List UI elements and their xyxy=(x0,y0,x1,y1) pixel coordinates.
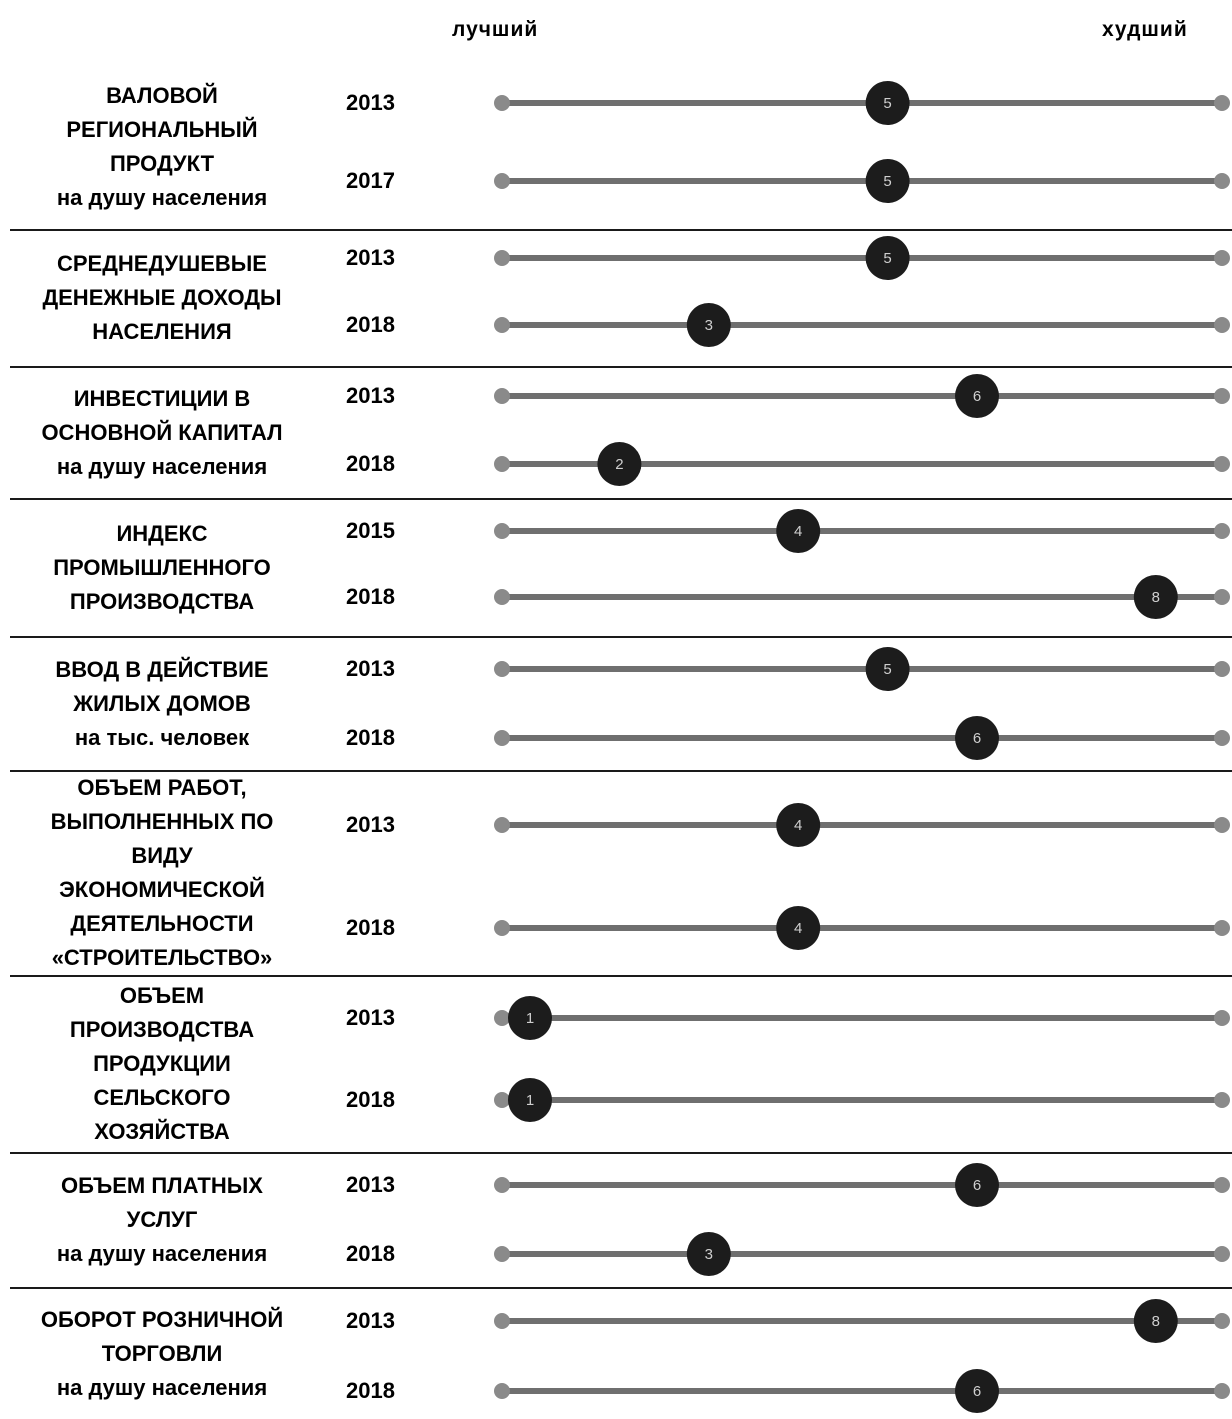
year-label: 2015 xyxy=(346,518,395,543)
track-end-dot xyxy=(1214,250,1230,266)
year-label: 2013 xyxy=(346,1172,395,1197)
track-start-dot xyxy=(494,817,510,833)
track-start-dot xyxy=(494,388,510,404)
track-end-dot xyxy=(1214,817,1230,833)
rank-marker-label: 5 xyxy=(883,95,892,112)
track-start-dot xyxy=(494,730,510,746)
rank-marker-label: 6 xyxy=(972,1177,982,1194)
year-label: 2018 xyxy=(346,584,395,609)
track-start-dot xyxy=(494,920,510,936)
track-end-dot xyxy=(1214,317,1230,333)
year-label: 2018 xyxy=(346,1087,395,1112)
track-end-dot xyxy=(1214,1092,1230,1108)
indicator-label-text: ОБЪЕМ РАБОТ, ВЫПОЛНЕННЫХ ПО ВИДУ ЭКОНОМИЧЕСКОЙ ДЕЯТЕЛЬНОСТИ «СТРОИТЕЛЬСТВО» xyxy=(50,775,274,970)
rank-marker-label: 4 xyxy=(794,817,803,834)
year-label: 2013 xyxy=(346,245,395,270)
year-label: 2018 xyxy=(346,1241,395,1266)
year-label: 2018 xyxy=(346,1378,395,1403)
rank-marker-label: 6 xyxy=(972,730,982,747)
track-start-dot xyxy=(494,173,510,189)
indicator-label-text: ОБОРОТ РОЗНИЧНОЙ ТОРГОВЛИ на душу населения xyxy=(40,1306,284,1400)
year-label: 2013 xyxy=(346,812,395,837)
year-label: 2017 xyxy=(346,168,395,193)
indicator-label-text: СРЕДНЕДУШЕВЫЕ ДЕНЕЖНЫЕ ДОХОДЫ НАСЕЛЕНИЯ xyxy=(42,251,282,344)
rank-marker-label: 5 xyxy=(883,661,892,678)
track-start-dot xyxy=(494,1010,510,1026)
track-end-dot xyxy=(1214,388,1230,404)
indicator-label-text: ИНДЕКС ПРОМЫШЛЕННОГО ПРОИЗВОДСТВА xyxy=(53,520,271,614)
track-start-dot xyxy=(494,1092,510,1108)
rank-marker-label: 4 xyxy=(794,523,803,540)
track-end-dot xyxy=(1214,730,1230,746)
track-end-dot xyxy=(1214,589,1230,605)
track-end-dot xyxy=(1214,1177,1230,1193)
rank-marker-label: 1 xyxy=(525,1092,535,1109)
track-start-dot xyxy=(494,523,510,539)
worst-label: худший xyxy=(1102,18,1188,41)
track-end-dot xyxy=(1214,661,1230,677)
indicator-label-text: ОБЪЕМ ПРОИЗВОДСТВА ПРОДУКЦИИ СЕЛЬСКОГО ХОЗЯЙСТВА xyxy=(69,983,255,1144)
rank-marker-label: 2 xyxy=(615,456,624,473)
rank-marker-label: 3 xyxy=(704,1246,713,1263)
rank-marker-label: 8 xyxy=(1151,1313,1160,1330)
rank-marker-label: 5 xyxy=(883,173,892,190)
track-start-dot xyxy=(494,589,510,605)
track-start-dot xyxy=(494,661,510,677)
year-label: 2013 xyxy=(346,656,395,681)
track-start-dot xyxy=(494,317,510,333)
track-end-dot xyxy=(1214,1246,1230,1262)
track-start-dot xyxy=(494,1383,510,1399)
track-end-dot xyxy=(1214,1010,1230,1026)
track-start-dot xyxy=(494,250,510,266)
rank-marker-label: 1 xyxy=(525,1010,535,1027)
year-label: 2013 xyxy=(346,1005,395,1030)
track-start-dot xyxy=(494,95,510,111)
indicator-label-text: ИНВЕСТИЦИИ В ОСНОВНОЙ КАПИТАЛ на душу населения xyxy=(41,385,283,479)
track-end-dot xyxy=(1214,1383,1230,1399)
indicator-label-text: ОБЪЕМ ПЛАТНЫХ УСЛУГ на душу населения xyxy=(56,1173,268,1266)
track-start-dot xyxy=(494,1313,510,1329)
rank-marker-label: 6 xyxy=(972,388,982,405)
track-end-dot xyxy=(1214,456,1230,472)
track-start-dot xyxy=(494,456,510,472)
year-label: 2013 xyxy=(346,383,395,408)
rank-marker-label: 8 xyxy=(1151,589,1160,606)
indicator-label-text: ВВОД В ДЕЙСТВИЕ ЖИЛЫХ ДОМОВ на тыс. человек xyxy=(55,656,269,750)
track-end-dot xyxy=(1214,920,1230,936)
rank-marker-label: 3 xyxy=(704,317,713,334)
rank-marker-label: 6 xyxy=(972,1383,982,1400)
track-end-dot xyxy=(1214,523,1230,539)
year-label: 2018 xyxy=(346,451,395,476)
year-label: 2018 xyxy=(346,915,395,940)
best-label: лучший xyxy=(452,18,539,41)
year-label: 2013 xyxy=(346,1308,395,1333)
track-end-dot xyxy=(1214,173,1230,189)
year-label: 2018 xyxy=(346,312,395,337)
indicator-label-text: ВАЛОВОЙ РЕГИОНАЛЬНЫЙ ПРОДУКТ на душу населения xyxy=(56,83,268,210)
track-end-dot xyxy=(1214,95,1230,111)
rank-marker-label: 5 xyxy=(883,250,892,267)
year-label: 2018 xyxy=(346,725,395,750)
rank-marker-label: 4 xyxy=(794,920,803,937)
track-end-dot xyxy=(1214,1313,1230,1329)
track-start-dot xyxy=(494,1246,510,1262)
track-start-dot xyxy=(494,1177,510,1193)
year-label: 2013 xyxy=(346,90,395,115)
